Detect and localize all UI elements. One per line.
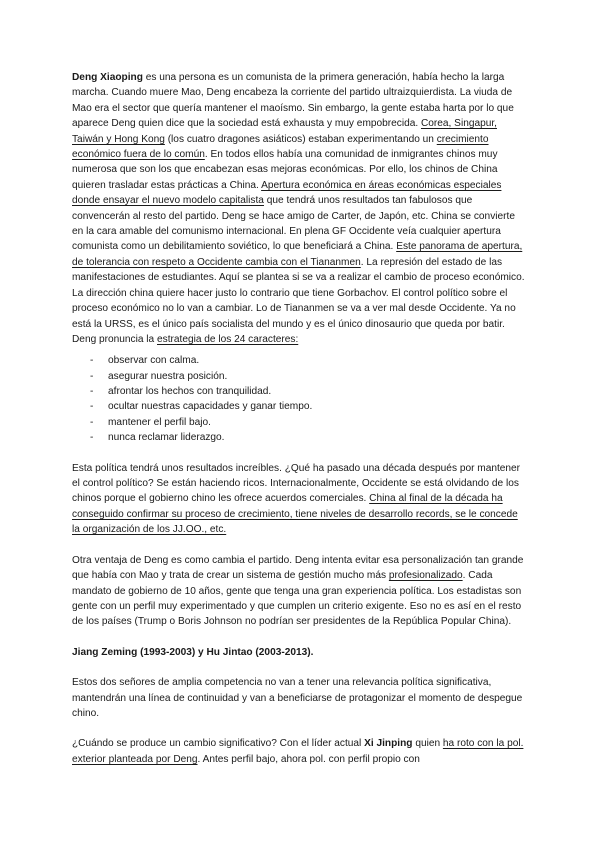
- list-item: [90, 353, 526, 368]
- text-run: . En todos ellos había una comunidad de inmigrantes chinos muy numerosa que son los que encabezan esas mejoras económicas. Por ello, los chinos de China quieren trasladar estas prácticas a China.: [72, 149, 498, 191]
- bold-term: Xi Jinping: [364, 738, 413, 750]
- dash-bullet: -: [90, 432, 94, 444]
- list-item-text: observar con calma.: [108, 355, 200, 367]
- underlined-text: China al final de la década ha conseguido confirmar su proceso de crecimiento, tiene niveles de desarrollo records, se le concede la organización de los JJ.OO., etc.: [72, 493, 518, 536]
- underlined-text: Apertura económica en áreas económicas especiales donde ensayar el nuevo modelo capitalista: [72, 179, 502, 207]
- list-item-text: asegurar nuestra posición.: [108, 370, 228, 382]
- strategy-list: [72, 353, 526, 445]
- list-item: [90, 399, 526, 414]
- list-item-text: mantener el perfil bajo.: [108, 416, 211, 428]
- dash-bullet: -: [90, 386, 94, 398]
- text-run: quien: [412, 738, 443, 750]
- list-item: [90, 415, 526, 430]
- text-run: Otra ventaja de Deng es como cambia el partido. Deng intenta evitar esa personalización tan grande que había con Mao y trata de crear un sistema de gestión mucho más: [72, 554, 524, 582]
- list-item-text: afrontar los hechos con tranquilidad.: [108, 386, 272, 398]
- underlined-text: ha roto con la pol. exterior planteada por Deng: [72, 738, 524, 765]
- dash-bullet: -: [90, 401, 94, 413]
- underlined-text: profesionalizado: [388, 570, 463, 582]
- text-run: ¿Cuándo se produce un cambio significativo? Con el líder actual: [72, 738, 365, 750]
- text-run: (los cuatro dragones asiáticos) estaban experimentando un: [164, 133, 437, 145]
- paragraph-xi-jinping: [72, 736, 526, 767]
- paragraph-results: [72, 461, 526, 538]
- paragraph-party-change: [72, 553, 526, 630]
- text-run: . La represión del estado de las manifestaciones de estudiantes. Aquí se plantea si se va a realizar el cambio de proceso económico. La dirección china quiere hacer justo lo contrario que tiene Gorbachov. El control político sobre el proceso económico no lo van a cambiar. Lo de Tiananmen se va a ver mal desde Occidente. Ya no está la URSS, es el único país socialista del mundo y es el único dinosaurio que queda por batir. Deng pronuncia la: [72, 256, 525, 345]
- dash-bullet: -: [90, 355, 94, 367]
- paragraph-jiang-hu: Estos dos señores de amplia competencia no van a tener una relevancia política significativa, mantendrán una línea de continuidad y van a beneficiarse de protagonizar el momento de despegue chino.: [72, 677, 523, 719]
- underlined-text: crecimiento económico fuera de lo común: [72, 133, 489, 161]
- list-item: [90, 369, 526, 384]
- bold-term: Deng Xiaoping: [72, 72, 143, 83]
- section-heading: Jiang Zeming (1993-2003) y Hu Jintao (2003-2013).: [72, 646, 314, 658]
- underlined-text: Corea, Singapur, Taiwán y Hong Kong: [72, 118, 497, 145]
- list-item: [90, 430, 526, 445]
- list-item-text: nunca reclamar liderazgo.: [108, 432, 225, 444]
- list-item: [90, 384, 526, 399]
- text-run: Esta política tendrá unos resultados increíbles. ¿Qué ha pasado una década después por mantener el control político? Se están haciendo ricos. Internacionalmente, Occidente se está olvidando de los chinos porque el gobierno chino les ofrece acuerdos comerciales.: [72, 462, 521, 505]
- list-item-text: ocultar nuestras capacidades y ganar tiempo.: [108, 401, 313, 413]
- underlined-text: estrategia de los 24 caracteres:: [157, 333, 299, 345]
- underlined-text: Este panorama de apertura, de tolerancia con respeto a Occidente cambia con el Tiananmen: [72, 241, 523, 268]
- text-run: es una persona es un comunista de la primera generación, había hecho la larga marcha. Cuando muere Mao, Deng encabeza la corriente del partido ultraizquierdista. La viuda de Mao era el sector que quería mantener el maoísmo. Sin embargo, la gente estaba harta por lo que aparece Deng quien dice que la sociedad está exhausta y muy empobrecida.: [72, 72, 514, 130]
- text-run: que tendrá unos resultados tan fabulosos que convencerán al resto del partido. Deng se hace amigo de Carter, de Japón, etc. China se convierte en la cara amable del comunismo internacional. En plena GF Occidente veía cualquier apertura comunista como un debilitamiento soviético, lo que beneficiará a China.: [72, 195, 515, 253]
- text-run: . Antes perfil bajo, ahora pol. con perfil propio con: [197, 753, 420, 765]
- dash-bullet: -: [90, 370, 94, 382]
- dash-bullet: -: [90, 416, 94, 428]
- paragraph-deng-xiaoping: [72, 70, 526, 347]
- text-run: . Cada mandato de gobierno de 10 años, gente que tenga una gran experiencia política. Los estadistas son gente con un perfil muy experimentado y que cumplen un criterio exigente. Eso no es así en el resto de los países (Trump o Boris Johnson no podrían ser presidentes de la República Popular China).: [72, 570, 522, 628]
